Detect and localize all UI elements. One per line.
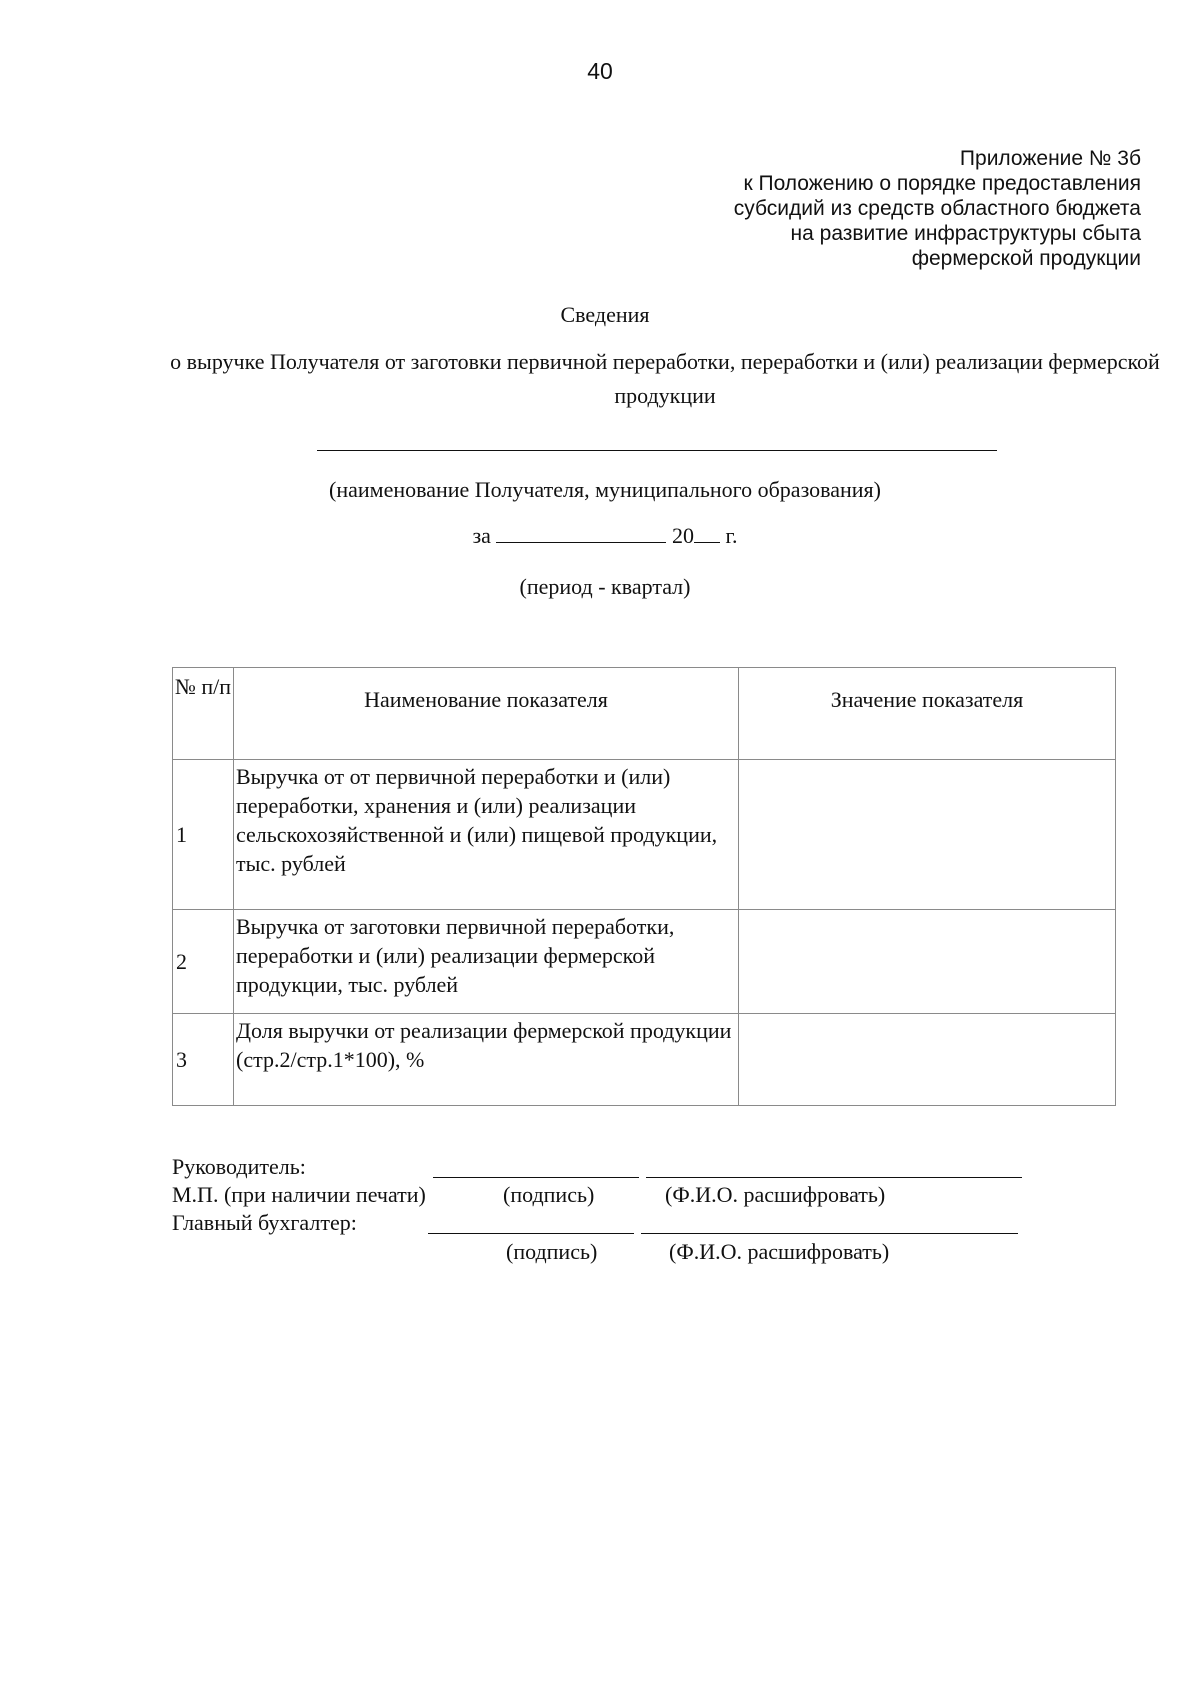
period-caption: (период - квартал) (519, 574, 691, 599)
appendix-line: к Положению о порядке предоставления (743, 172, 1141, 195)
head-label: Руководитель: (172, 1154, 306, 1179)
table-row (173, 910, 1116, 1014)
document-subtitle: о выручке Получателя от заготовки первичной переработки, переработки и (или) реализации фермерской продукции (170, 349, 1160, 408)
row-indicator-value[interactable] (739, 760, 1116, 910)
row-indicator-name: Выручка от заготовки первичной переработки, переработки и (или) реализации фермерской продукции, тыс. рублей (234, 910, 739, 1014)
head-fio-caption: (Ф.И.О. расшифровать) (665, 1182, 886, 1207)
period-year-prefix: 20 (671, 523, 694, 548)
header-indicator-value: Значение показателя (739, 668, 1116, 760)
head-fio-line (646, 1177, 1022, 1178)
accountant-fio-line (641, 1233, 1018, 1234)
table-row (173, 1014, 1116, 1106)
recipient-name-line (317, 450, 997, 451)
row-number: 2 (173, 910, 234, 1014)
period-suffix: г. (725, 523, 738, 548)
head-signature-caption: (подпись) (503, 1182, 595, 1207)
indicators-table (172, 667, 1116, 1106)
appendix-line: фермерской продукции (911, 247, 1141, 270)
year-blank (694, 524, 720, 543)
header-number: № п/п (173, 668, 234, 760)
header-indicator-name: Наименование показателя (234, 668, 739, 760)
accountant-fio-caption: (Ф.И.О. расшифровать) (669, 1239, 890, 1264)
document-title: Сведения (560, 302, 650, 327)
period-prefix: за (472, 523, 491, 548)
row-indicator-name: Доля выручки от реализации фермерской продукции (стр.2/стр.1*100), % (234, 1014, 739, 1106)
appendix-header (734, 146, 1141, 271)
appendix-line: Приложение № 3б (959, 147, 1141, 170)
appendix-line: субсидий из средств областного бюджета (733, 197, 1141, 220)
signature-block (172, 1152, 1072, 1282)
stamp-label: М.П. (при наличии печати) (172, 1182, 426, 1207)
accountant-label: Главный бухгалтер: (172, 1210, 357, 1235)
period-row (0, 523, 1200, 549)
row-number: 1 (173, 760, 234, 910)
accountant-signature-caption: (подпись) (506, 1239, 598, 1264)
period-blank (496, 524, 666, 543)
appendix-line: на развитие инфраструктуры сбыта (790, 222, 1141, 245)
recipient-name-caption: (наименование Получателя, муниципального образования) (329, 477, 881, 502)
row-indicator-value[interactable] (739, 910, 1116, 1014)
table-row (173, 760, 1116, 910)
page-number: 40 (587, 58, 613, 84)
row-number: 3 (173, 1014, 234, 1106)
accountant-signature-line (428, 1233, 634, 1234)
row-indicator-value[interactable] (739, 1014, 1116, 1106)
row-indicator-name: Выручка от от первичной переработки и (или) переработки, хранения и (или) реализации сельскохозяйственной и (или) пищевой продукции, тыс. рублей (234, 760, 739, 910)
table-header-row (173, 668, 1116, 760)
head-signature-line (433, 1177, 639, 1178)
